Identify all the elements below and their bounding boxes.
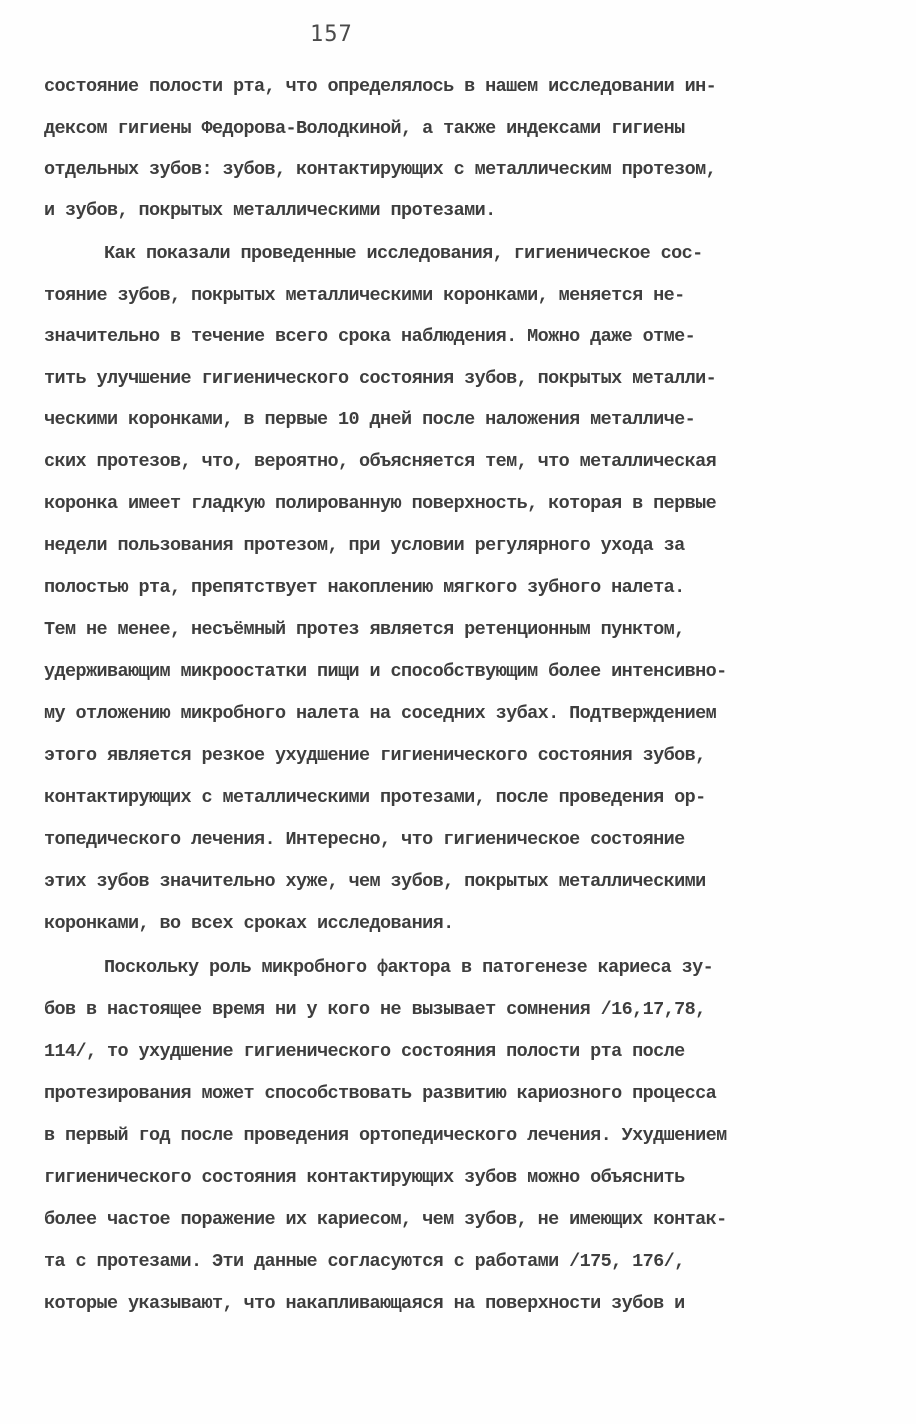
text-line: удерживающим микроостатки пищи и способствующим более интенсивно-	[44, 661, 727, 682]
text-line: протезирования может способствовать развитию кариозного процесса	[44, 1083, 717, 1104]
text-line: гигиенического состояния контактирующих зубов можно объяснить	[44, 1167, 685, 1188]
text-line: контактирующих с металлическими протезами, после проведения ор-	[44, 787, 706, 808]
text-line: дексом гигиены Федорова-Володкиной, а также индексами гигиены	[44, 118, 685, 139]
text-line: тить улучшение гигиенического состояния зубов, покрытых металли-	[44, 368, 717, 389]
text-line: Тем не менее, несъёмный протез является ретенционным пунктом,	[44, 619, 685, 640]
text-line: этого является резкое ухудшение гигиенического состояния зубов,	[44, 745, 706, 766]
paragraph-first-line: Как показали проведенные исследования, гигиеническое сос-	[104, 243, 703, 264]
text-line: и зубов, покрытых металлическими протезами.	[44, 200, 496, 221]
text-line: топедического лечения. Интересно, что гигиеническое состояние	[44, 829, 685, 850]
text-line: значительно в течение всего срока наблюдения. Можно даже отме-	[44, 326, 696, 347]
text-line: та с протезами. Эти данные согласуются с работами /175, 176/,	[44, 1251, 685, 1272]
page-number: 157	[310, 22, 353, 47]
text-line: которые указывают, что накапливающаяся на поверхности зубов и	[44, 1293, 685, 1314]
text-line: ских протезов, что, вероятно, объясняется тем, что металлическая	[44, 451, 717, 472]
text-line: этих зубов значительно хуже, чем зубов, покрытых металлическими	[44, 871, 706, 892]
text-line: ческими коронками, в первые 10 дней после наложения металличе-	[44, 409, 696, 430]
text-line: состояние полости рта, что определялось в нашем исследовании ин-	[44, 76, 717, 97]
paragraph-first-line: Поскольку роль микробного фактора в патогенезе кариеса зу-	[104, 957, 714, 978]
text-line: 114/, то ухудшение гигиенического состояния полости рта после	[44, 1041, 685, 1062]
text-line: в первый год после проведения ортопедического лечения. Ухудшением	[44, 1125, 727, 1146]
text-line: му отложению микробного налета на соседних зубах. Подтверждением	[44, 703, 717, 724]
text-line: коронка имеет гладкую полированную поверхность, которая в первые	[44, 493, 717, 514]
text-line: коронками, во всех сроках исследования.	[44, 913, 454, 934]
text-line: более частое поражение их кариесом, чем зубов, не имеющих контак-	[44, 1209, 727, 1230]
text-line: бов в настоящее время ни у кого не вызывает сомнения /16,17,78,	[44, 999, 706, 1020]
text-line: тояние зубов, покрытых металлическими коронками, меняется не-	[44, 285, 685, 306]
text-line: недели пользования протезом, при условии регулярного ухода за	[44, 535, 685, 556]
text-line: полостью рта, препятствует накоплению мягкого зубного налета.	[44, 577, 685, 598]
text-line: отдельных зубов: зубов, контактирующих с металлическим протезом,	[44, 159, 717, 180]
